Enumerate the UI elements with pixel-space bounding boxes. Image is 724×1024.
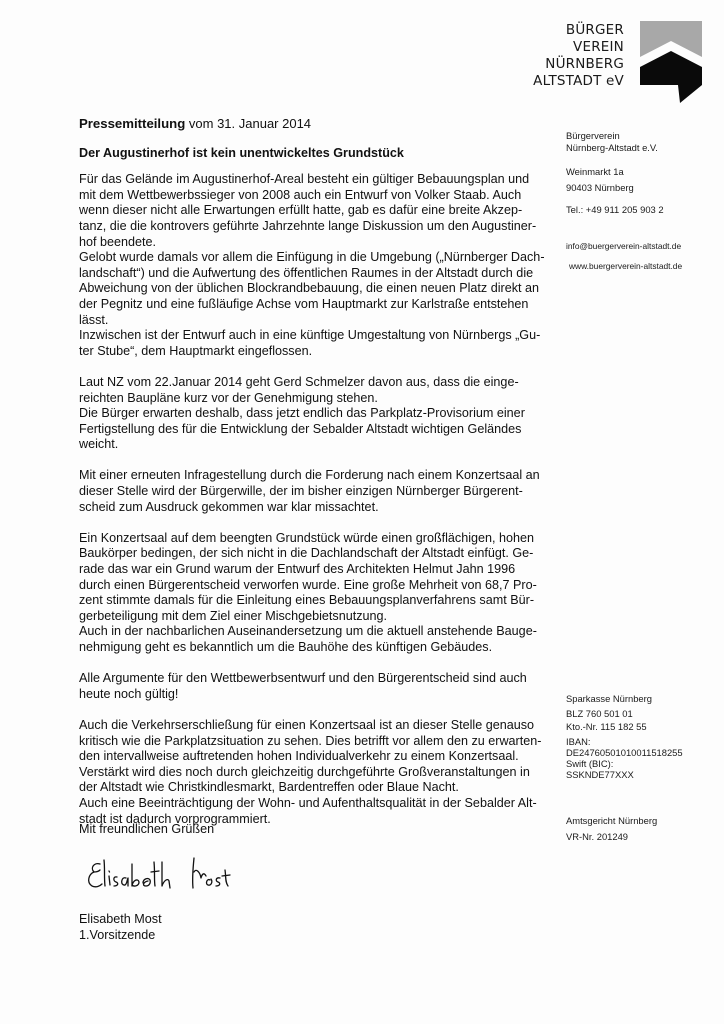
logo-line: BÜRGER (565, 22, 624, 38)
text-line: heute noch gültig! (79, 686, 179, 701)
sidebar-bank-details (566, 691, 652, 721)
text-line: Auch in der nachbarlichen Auseinandersetzung um die aktuell anstehende Bauge- (79, 624, 537, 639)
text-line: reichten Baupläne kurz vor der Genehmigung stehen. (79, 390, 378, 405)
text-line: der Pegnitz und eine fußläufige Achse vom Hauptmarkt zur Karlstraße entstehen (79, 296, 529, 311)
text-line: durch einen Bürgerentscheid verworfen wurde. Eine große Mehrheit von 68,7 Pro- (79, 577, 537, 592)
text-line: der Altstadt wie Christkindlesmarkt, Bardentreffen oder Blaue Nacht. (79, 780, 459, 795)
sidebar-website-link[interactable]: www.buergerverein-altstadt.de (569, 261, 683, 271)
text-line: Laut NZ vom 22.Januar 2014 geht Gerd Schmelzer davon aus, dass die einge- (79, 374, 519, 389)
text-line: ter Stube“, dem Hauptmarkt eingeflossen. (79, 343, 313, 358)
sidebar-iban-bic (566, 736, 683, 780)
text-line: wenn dieser nicht alle Erwartungen erfüllt hatte, gab es dafür eine breite Akzep- (79, 203, 523, 218)
text-line: tanz, die die kontrovers geführte Jahrzehnte lange Diskussion um den Augustiner- (79, 218, 537, 233)
logo-line: NÜRNBERG (545, 56, 624, 72)
text-line: Alle Argumente für den Wettbewerbsentwurf und den Bürgerentscheid sind auch (79, 671, 527, 686)
sidebar-organization (566, 130, 658, 154)
text-line: mit dem Wettbewerbssieger von 2008 auch ein Entwurf von Volker Staab. Auch (79, 187, 522, 202)
bic-label: Swift (BIC): (566, 758, 614, 769)
text-line: nehmigung geht es bekanntlich um die Bauhöhe des künftigen Gebäudes. (79, 640, 493, 654)
text-line: rade das war ein Grund warum der Entwurf des Architekten Helmut Jahn 1996 (79, 562, 516, 577)
text-line: Für das Gelände im Augustinerhof-Areal besteht ein gültiger Bebauungsplan und (79, 172, 530, 187)
text-line: Verstärkt wird dies noch durch gleichzeitig durchgeführte Großveranstaltungen in (79, 764, 530, 779)
text-line: scheid zum Ausdruck gekommen war klar missachtet. (79, 499, 379, 514)
text-line: Gelobt wurde damals vor allem die Einfügung in die Umgebung („Nürnberger Dach- (79, 250, 545, 265)
iban-value: DE24760501010011518255 (566, 747, 683, 758)
signer-block (79, 912, 162, 943)
text-line: Fertigstellung des für die Entwicklung der Sebalder Altstadt wichtigen Geländes (79, 421, 522, 436)
association-logo (533, 14, 710, 106)
org-name-line2: Nürnberg-Altstadt e.V. (566, 142, 658, 153)
text-line: Abweichung von der üblichen Blockrandbebauung, die einen neuen Platz direkt an (79, 281, 539, 296)
bank-code: BLZ 760 501 01 (566, 708, 633, 719)
text-line: Inzwischen ist der Entwurf auch in eine künftige Umgestaltung von Nürnbergs „Gu- (79, 328, 541, 343)
logo-line: ALTSTADT eV (533, 73, 624, 89)
text-line: lässt. (79, 312, 109, 327)
signer-role: 1.Vorsitzende (79, 927, 156, 942)
bank-account: Kto.-Nr. 115 182 55 (566, 721, 647, 732)
paragraph (79, 671, 549, 702)
letter-body (79, 116, 549, 843)
signer-name: Elisabeth Most (79, 912, 162, 926)
text-line: Auch eine Beeinträchtigung der Wohn- und Aufenthaltsqualität in der Sebalder Alt- (79, 795, 537, 810)
press-release-date: vom 31. Januar 2014 (188, 116, 312, 131)
bic-value: SSKNDE77XXX (566, 769, 634, 780)
logo-wordmark (533, 22, 624, 90)
bank-name: Sparkasse Nürnberg (566, 693, 652, 704)
text-line: dieser Stelle wird der Bürgerwille, der im bisher einzigen Nürnberger Bürgerent- (79, 484, 523, 499)
paragraph (79, 375, 549, 453)
paragraph (79, 718, 549, 827)
sidebar-email-link[interactable]: info@buergerverein-altstadt.de (566, 241, 682, 251)
text-line: Auch die Verkehrserschließung für einen Konzertsaal ist an dieser Stelle genauso (79, 717, 535, 732)
text-line: zent stimmte damals für die Einleitung eines Bebauungsplanverfahrens samt Bür- (79, 593, 535, 608)
paragraph (79, 531, 549, 656)
text-line: Baukörper bedingen, der sich nicht in die Dachlandschaft der Altstadt einfügt. Ge- (79, 546, 534, 561)
paragraph (79, 172, 549, 359)
text-line: hof beendete. (79, 234, 157, 249)
paragraph (79, 468, 549, 515)
closing-greeting: Mit freundlichen Grüßen (79, 822, 215, 836)
logo-line: VEREIN (573, 39, 624, 55)
text-line: landschaft“) und die Aufwertung des öffentlichen Raumes in der Altstadt durch die (79, 265, 534, 280)
text-line: Ein Konzertsaal auf dem beengten Grundstück würde einen großflächigen, hohen (79, 530, 535, 545)
text-line: Mit einer erneuten Infragestellung durch die Forderung nach einem Konzertsaal an (79, 468, 540, 483)
sidebar-phone: Tel.: +49 911 205 903 2 (566, 204, 664, 215)
text-line: kritisch wie die Parkplatzsituation zu sehen. Dies betrifft vor allem den zu erwarten- (79, 733, 542, 748)
handwritten-signature-icon (86, 850, 256, 898)
sidebar-city: 90403 Nürnberg (566, 182, 634, 193)
press-release-header (79, 116, 549, 132)
org-name-line1: Bürgerverein (566, 130, 620, 141)
registry-number: VR-Nr. 201249 (566, 831, 629, 842)
iban-label: IBAN: (566, 736, 591, 747)
registry-court: Amtsgericht Nürnberg (566, 815, 658, 826)
sidebar-street: Weinmarkt 1a (566, 166, 624, 177)
sidebar-registry (566, 813, 657, 845)
text-line: weicht. (79, 437, 119, 452)
text-line: Die Bürger erwarten deshalb, dass jetzt endlich das Parkplatz-Provisorium einer (79, 406, 525, 421)
text-line: gerbeteiligung mit dem Ziel einer Mischgebietsnutzung. (79, 608, 388, 623)
press-release-label: Pressemitteilung (79, 116, 186, 131)
subject-line: Der Augustinerhof ist kein unentwickeltes Grundstück (79, 145, 404, 160)
text-line: den intervallweise auftretenden hohen Individualverkehr zu einem Konzertsaal. (79, 749, 519, 764)
roof-arrow-logo-icon (640, 21, 702, 103)
text-line: stadt ist dadurch vorprogrammiert. (79, 811, 271, 826)
